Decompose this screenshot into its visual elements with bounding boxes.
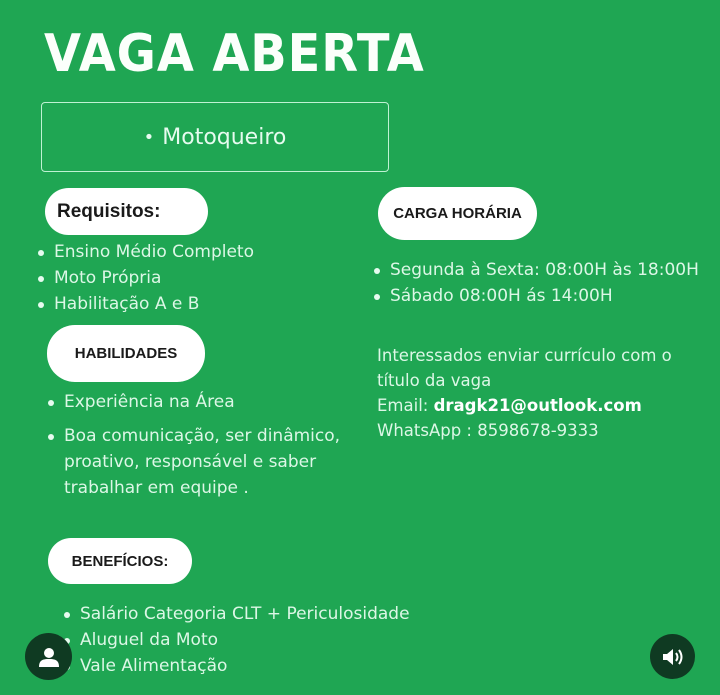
carga-horaria-list xyxy=(372,257,699,309)
requisitos-heading: Requisitos: xyxy=(45,188,208,235)
habilidades-heading: HABILIDADES xyxy=(47,325,205,382)
contact-intro: Interessados enviar currículo com o título da vaga xyxy=(377,346,672,390)
whatsapp-value: 8598678-9333 xyxy=(477,421,599,440)
list-item: Experiência na Área xyxy=(46,389,356,415)
role-label: Motoqueiro xyxy=(162,124,287,150)
email-value: dragk21@outlook.com xyxy=(433,396,642,415)
contact-email-line xyxy=(377,393,712,418)
contact-whatsapp-line xyxy=(377,418,712,443)
whatsapp-label: WhatsApp : xyxy=(377,421,478,440)
list-item: Segunda à Sexta: 08:00H às 18:00H xyxy=(372,257,699,283)
beneficios-heading: BENEFÍCIOS: xyxy=(48,538,192,584)
email-label: Email: xyxy=(377,396,434,415)
contact-info xyxy=(377,343,712,443)
list-item: Habilitação A e B xyxy=(36,291,254,317)
user-icon xyxy=(38,646,60,668)
beneficios-list xyxy=(62,601,410,679)
habilidades-list xyxy=(46,389,356,501)
profile-button[interactable] xyxy=(25,633,72,680)
post-title: VAGA ABERTA xyxy=(44,24,425,84)
list-item: Sábado 08:00H ás 14:00H xyxy=(372,283,699,309)
requisitos-list xyxy=(36,239,254,317)
carga-horaria-heading: CARGA HORÁRIA xyxy=(378,187,537,240)
sound-toggle-button[interactable] xyxy=(650,634,695,679)
list-item: Boa comunicação, ser dinâmico, proativo, responsável e saber trabalhar em equipe . xyxy=(46,423,356,501)
list-item: Ensino Médio Completo xyxy=(36,239,254,265)
list-item: Moto Própria xyxy=(36,265,254,291)
list-item: Vale Alimentação xyxy=(62,653,410,679)
list-item: Salário Categoria CLT + Periculosidade xyxy=(62,601,410,627)
role-box xyxy=(41,102,389,172)
list-item: Aluguel da Moto xyxy=(62,627,410,653)
bullet-icon: • xyxy=(143,126,155,148)
speaker-icon xyxy=(662,647,684,667)
